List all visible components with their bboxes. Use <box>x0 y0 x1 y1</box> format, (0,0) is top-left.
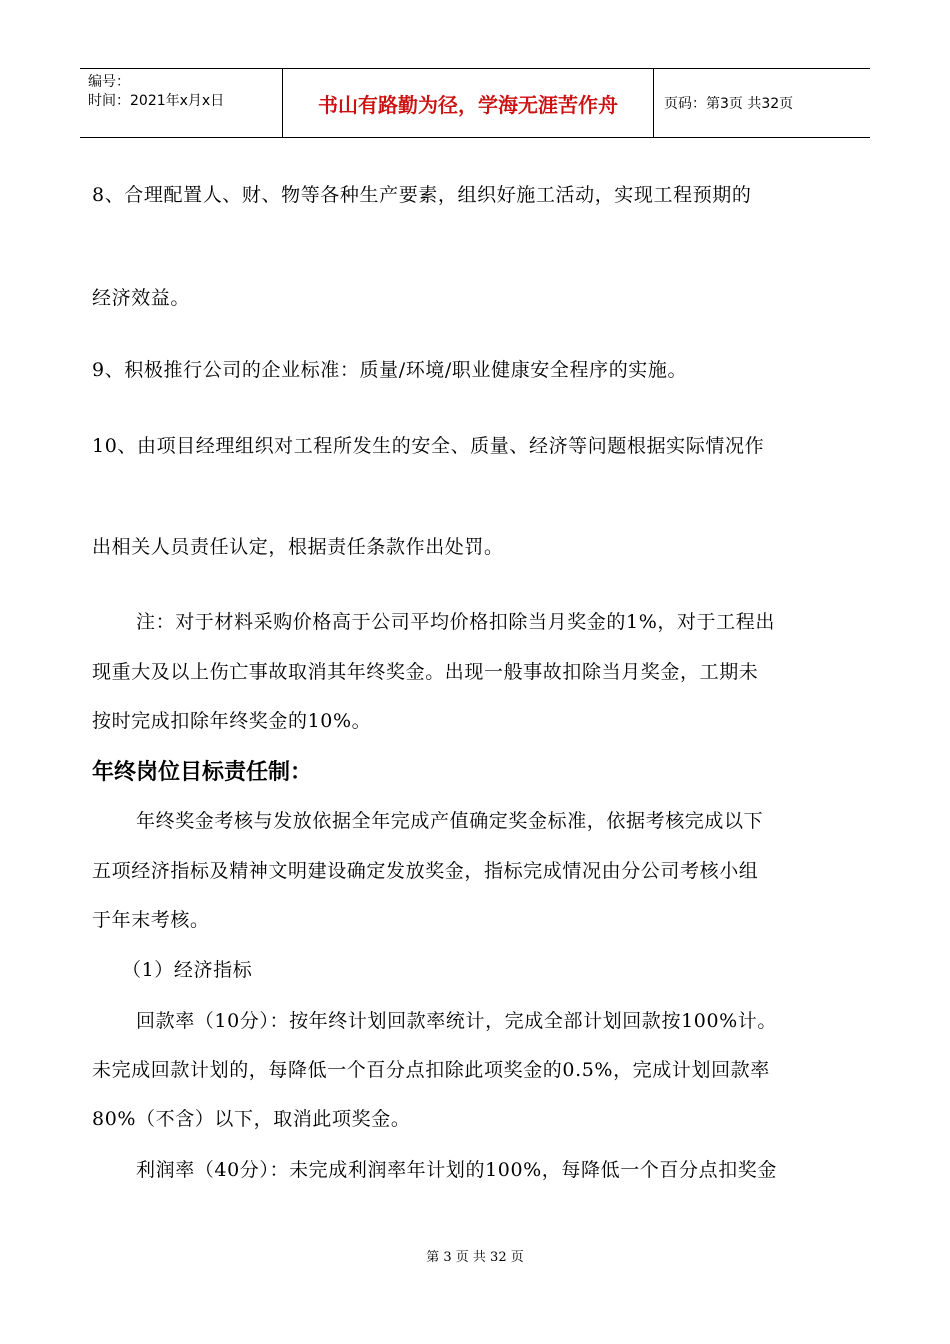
paragraph-line: 回款率（10分）：按年终计划回款率统计，完成全部计划回款按100%计。 <box>136 1010 777 1032</box>
paragraph-line: 10、由项目经理组织对工程所发生的安全、质量、经济等问题根据实际情况作 <box>92 435 765 457</box>
header-number: 编号： <box>88 74 130 90</box>
header-meta <box>80 69 282 137</box>
paragraph-line: 80%（不含）以下，取消此项奖金。 <box>92 1108 411 1130</box>
paragraph-line: 五项经济指标及精神文明建设确定发放奖金，指标完成情况由分公司考核小组 <box>92 860 759 882</box>
paragraph-line: 年终奖金考核与发放依据全年完成产值确定奖金标准，依据考核完成以下 <box>136 810 764 832</box>
paragraph-line: 于年末考核。 <box>92 909 210 931</box>
paragraph-line: 利润率（40分）：未完成利润率年计划的100%，每降低一个百分点扣奖金 <box>136 1159 777 1181</box>
page-header <box>80 68 870 138</box>
paragraph-line: 8、合理配置人、财、物等各种生产要素，组织好施工活动，实现工程预期的 <box>92 184 752 206</box>
page-footer: 第 3 页 共 32 页 <box>426 1250 524 1265</box>
header-motto: 书山有路勤为径，学海无涯苦作舟 <box>282 69 654 137</box>
paragraph-line: 未完成回款计划的，每降低一个百分点扣除此项奖金的0.5%，完成计划回款率 <box>92 1059 770 1081</box>
section-heading: 年终岗位目标责任制： <box>92 760 313 785</box>
paragraph-line: 9、积极推行公司的企业标准：质量/环境/职业健康安全程序的实施。 <box>92 359 688 381</box>
note-line: 按时完成扣除年终奖金的10%。 <box>92 710 372 732</box>
note-line: 现重大及以上伤亡事故取消其年终奖金。出现一般事故扣除当月奖金，工期未 <box>92 661 759 683</box>
paragraph-line: 经济效益。 <box>92 287 191 309</box>
paragraph-line: 出相关人员责任认定，根据责任条款作出处罚。 <box>92 536 504 558</box>
subheading-line: （1）经济指标 <box>122 959 253 981</box>
note-line: 注：对于材料采购价格高于公司平均价格扣除当月奖金的1%，对于工程出 <box>136 611 775 633</box>
header-page-info: 页码：第3页 共32页 <box>664 96 794 112</box>
header-time: 时间：2021年x月x日 <box>88 93 225 109</box>
